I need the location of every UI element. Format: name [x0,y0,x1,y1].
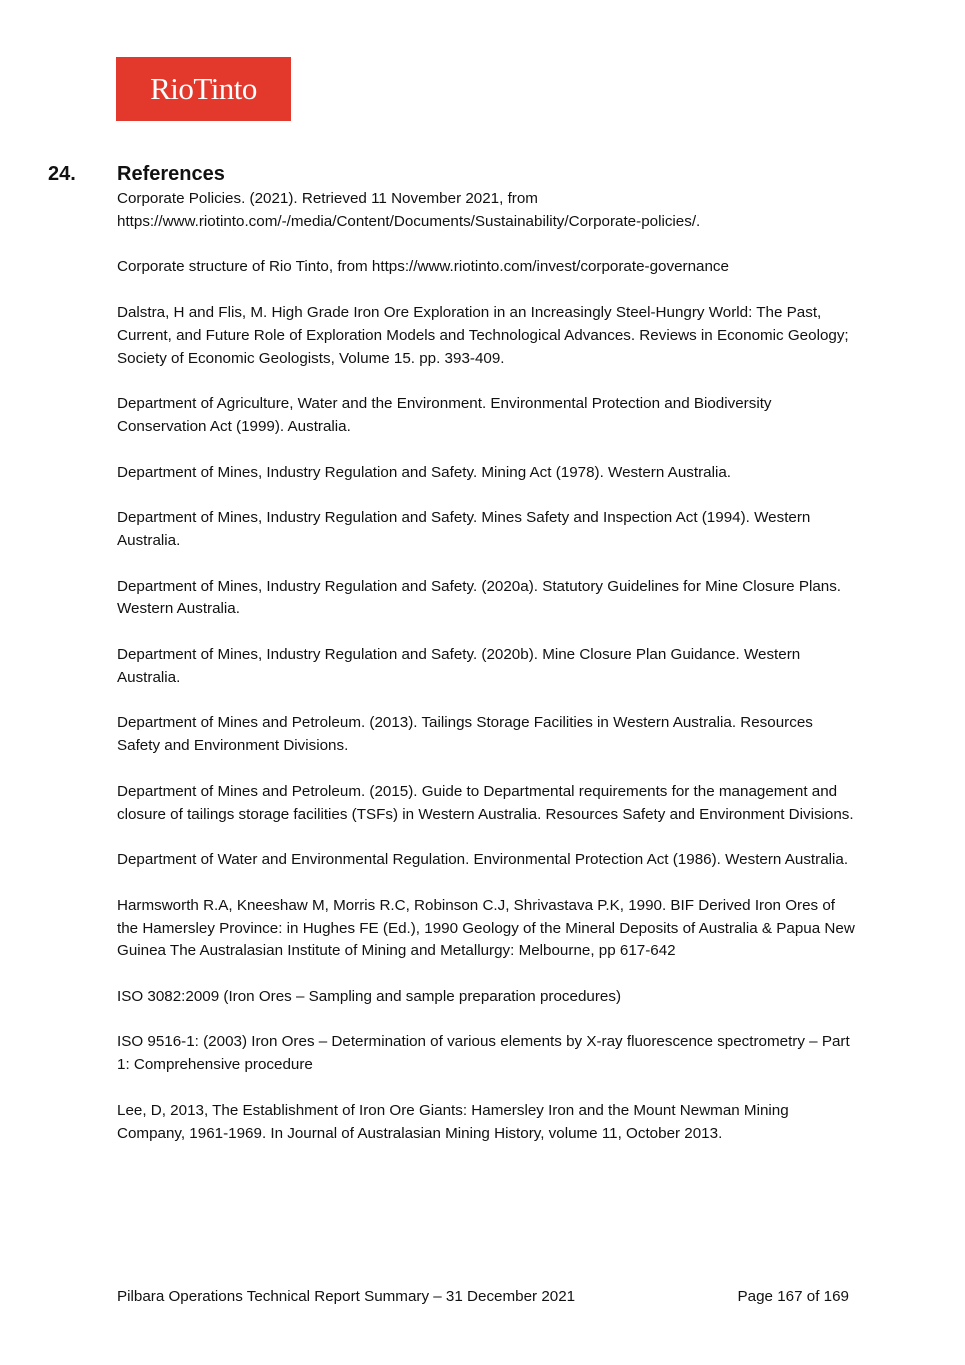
reference-item: Department of Mines, Industry Regulation and Safety. Mining Act (1978). Western Australia. [117,463,731,481]
references-list [117,188,857,1168]
reference-item: Department of Mines, Industry Regulation and Safety. Mines Safety and Inspection Act (1994). Western Australia. [117,509,811,549]
reference-item: Department of Agriculture, Water and the Environment. Environmental Protection and Biodiversity Conservation Act (1999). Australia. [117,395,772,435]
reference-item: Department of Mines, Industry Regulation and Safety. (2020b). Mine Closure Plan Guidance. Western Australia. [117,645,801,686]
reference-item: Lee, D, 2013, The Establishment of Iron Ore Giants: Hamersley Iron and the Mount Newman Mining Company, 1961-1969. In Journal of Australasian Mining History, volume 11, October 2013. [117,1101,789,1142]
reference-item: Department of Mines and Petroleum. (2015). Guide to Departmental requirements for the management and closure of tailings storage facilities (TSFs) in Western Australia. Resources Safety and Environment Divisions. [117,782,854,823]
reference-item: Department of Water and Environmental Regulation. Environmental Protection Act (1986). Western Australia. [117,851,849,869]
footer-page-number: Page 167 of 169 [737,1288,849,1305]
reference-item: Corporate Policies. (2021). Retrieved 11 November 2021, from https://www.riotinto.com/-/media/Content/Documents/Sustainability/Corporate-policies/. [117,190,701,230]
reference-item: Harmsworth R.A, Kneeshaw M, Morris R.C, Robinson C.J, Shrivastava P.K, 1990. BIF Derived Iron Ores of the Hamersley Province: in Hughes FE (Ed.), 1990 Geology of the Mineral Deposits of Australia & Papua New Guinea The Australasian Institute of Mining and Metallurgy: Melbourne, pp 617-642 [117,896,855,960]
reference-item: ISO 3082:2009 (Iron Ores – Sampling and sample preparation procedures) [117,987,622,1005]
reference-item: Dalstra, H and Flis, M. High Grade Iron Ore Exploration in an Increasingly Steel-Hungry World: The Past, Current, and Future Role of Exploration Models and Technological Advances. Reviews in Economic Geology; Society of Economic Geologists, Volume 15. pp. 393-409. [117,303,849,367]
reference-item: Department of Mines and Petroleum. (2013). Tailings Storage Facilities in Western Australia. Resources Safety and Environment Divisions. [117,714,813,755]
section-title: References [117,163,225,185]
reference-item: Corporate structure of Rio Tinto, from https://www.riotinto.com/invest/corporate-governance [117,258,729,276]
section-number: 24. [48,163,76,185]
rio-tinto-logo: RioTinto [116,57,291,121]
footer-document-title: Pilbara Operations Technical Report Summary – 31 December 2021 [117,1288,576,1305]
reference-item: ISO 9516-1: (2003) Iron Ores – Determination of various elements by X-ray fluorescence spectrometry – Part 1: Comprehensive procedure [117,1033,850,1074]
reference-item: Department of Mines, Industry Regulation and Safety. (2020a). Statutory Guidelines for Mine Closure Plans. Western Australia. [117,577,842,618]
